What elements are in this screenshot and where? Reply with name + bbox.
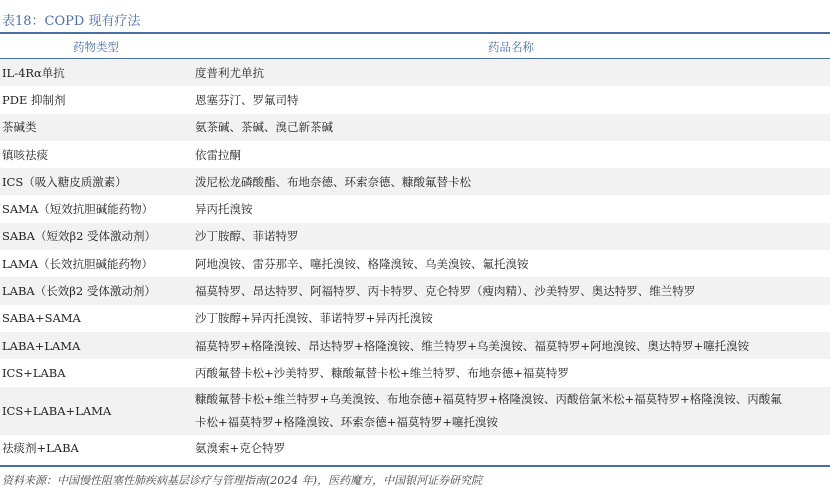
table-row xyxy=(0,141,830,168)
drug-type-cell: ICS+LABA xyxy=(2,365,66,380)
drug-name-cell: 沙丁胺醇、菲诺特罗 xyxy=(192,223,830,250)
table-row xyxy=(0,305,830,332)
drug-type-cell: SAMA（短效抗胆碱能药物） xyxy=(2,202,154,217)
table-row xyxy=(0,86,830,113)
table-row xyxy=(0,195,830,222)
drug-name-cell: 丙酸氟替卡松+沙美特罗、糠酸氟替卡松+维兰特罗、布地奈德+福莫特罗 xyxy=(195,365,569,380)
table-row xyxy=(0,59,830,87)
drug-type-cell: 镇咳祛痰 xyxy=(2,147,48,162)
table-header-row xyxy=(0,35,830,59)
drug-type-cell: ICS（吸入糖皮质激素） xyxy=(0,168,192,195)
drug-type-cell: SABA（短效β2 受体激动剂） xyxy=(0,223,192,250)
drug-type-cell: SABA+SAMA xyxy=(2,311,81,326)
drug-name-line-1: 糠酸氟替卡松+维兰特罗+乌美溴铵、布地奈德+福莫特罗+格隆溴铵、丙酸倍氯米松+福莫特罗+格隆溴铵、丙酸氟 xyxy=(195,391,782,406)
drug-name-cell: 泼尼松龙磷酸酯、布地奈德、环索奈德、糠酸氟替卡松 xyxy=(192,168,830,195)
table-caption: 表18：COPD 现有疗法 xyxy=(2,14,141,29)
drug-type-cell: 茶碱类 xyxy=(0,114,192,141)
drug-type-cell: LABA+LAMA xyxy=(0,332,192,359)
drug-name-cell: 依雷拉酮 xyxy=(195,147,241,162)
drug-name-cell: 异丙托溴铵 xyxy=(195,202,253,217)
drug-type-cell: LABA（长效β2 受体激动剂） xyxy=(0,277,192,304)
drug-name-cell: 福莫特罗+格隆溴铵、昂达特罗+格隆溴铵、维兰特罗+乌美溴铵、福莫特罗+阿地溴铵、奥达特罗+噻托溴铵 xyxy=(192,332,830,359)
drug-type-cell: LAMA（长效抗胆碱能药物） xyxy=(2,256,154,271)
header-drug-type: 药物类型 xyxy=(0,35,192,59)
table-row xyxy=(0,435,830,462)
copd-therapy-table xyxy=(0,35,830,462)
table-row xyxy=(0,168,830,195)
drug-name-cell: 阿地溴铵、雷芬那辛、噻托溴铵、格隆溴铵、乌美溴铵、氟托溴铵 xyxy=(195,256,529,271)
drug-name-cell: 福莫特罗、昂达特罗、阿福特罗、丙卡特罗、克仑特罗（瘦肉精）、沙美特罗、奥达特罗、维兰特罗 xyxy=(192,277,830,304)
bottom-rule xyxy=(0,465,830,467)
drug-name-cell xyxy=(192,387,830,435)
table-row xyxy=(0,332,830,359)
drug-name-cell: 氨溴索+克仑特罗 xyxy=(195,441,286,456)
top-rule xyxy=(0,32,830,34)
drug-type-cell: ICS+LABA+LAMA xyxy=(0,387,192,435)
drug-name-cell: 恩塞芬汀、罗氟司特 xyxy=(195,92,299,107)
table-row xyxy=(0,387,830,435)
source-note: 资料来源：中国慢性阻塞性肺疾病基层诊疗与管理指南(2024 年)，医药魔方，中国银河证券研究院 xyxy=(2,474,483,487)
table-row xyxy=(0,223,830,250)
table-row xyxy=(0,359,830,386)
drug-name-cell: 度普利尤单抗 xyxy=(192,59,830,87)
drug-name-cell: 沙丁胺醇+异丙托溴铵、菲诺特罗+异丙托溴铵 xyxy=(195,311,433,326)
table-row xyxy=(0,114,830,141)
drug-type-cell: PDE 抑制剂 xyxy=(2,92,66,107)
header-drug-name: 药品名称 xyxy=(192,35,830,59)
drug-type-cell: 祛痰剂+LABA xyxy=(2,441,79,456)
table-row xyxy=(0,277,830,304)
drug-name-cell: 氨茶碱、茶碱、溴己新茶碱 xyxy=(192,114,830,141)
drug-name-line-2: 卡松+福莫特罗+格隆溴铵、环索奈德+福莫特罗+噻托溴铵 xyxy=(195,414,499,429)
drug-type-cell: IL-4Rα单抗 xyxy=(0,59,192,87)
table-row xyxy=(0,250,830,277)
